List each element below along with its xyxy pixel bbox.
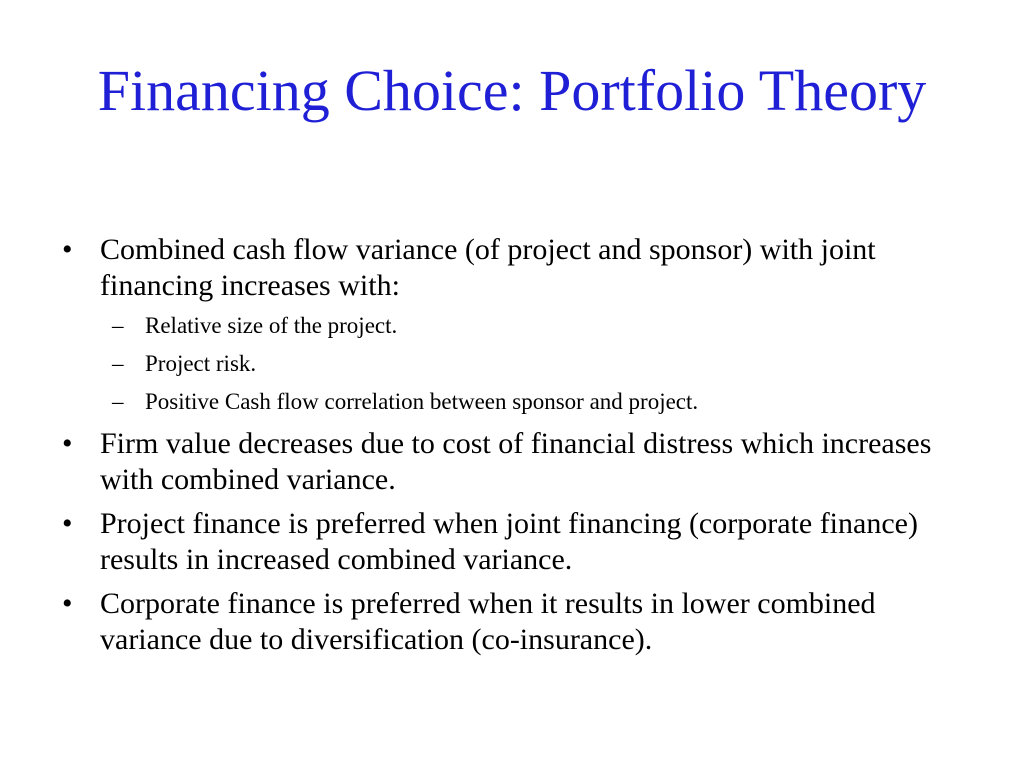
bullet-marker: • — [62, 507, 73, 540]
sub-bullet-text: Positive Cash flow correlation between sponsor and project. — [145, 389, 699, 414]
sub-bullet-item — [62, 388, 962, 416]
slide-body — [62, 232, 962, 666]
bullet-item — [62, 586, 962, 658]
bullet-marker: • — [62, 587, 73, 620]
bullet-text: Firm value decreases due to cost of financial distress which increases with combined variance. — [100, 427, 932, 496]
bullet-text: Project finance is preferred when joint financing (corporate finance) results in increased combined variance. — [100, 507, 918, 576]
sub-bullet-list — [62, 312, 962, 416]
bullet-item — [62, 426, 962, 498]
bullet-item — [62, 506, 962, 578]
sub-bullet-item — [62, 312, 962, 340]
bullet-item — [62, 232, 962, 304]
sub-bullet-marker: – — [112, 351, 124, 376]
slide-title: Financing Choice: Portfolio Theory — [97, 58, 927, 123]
bullet-marker: • — [62, 233, 73, 266]
bullet-marker: • — [62, 427, 73, 460]
bullet-text: Corporate finance is preferred when it results in lower combined variance due to diversification (co-insurance). — [100, 587, 876, 656]
sub-bullet-item — [62, 350, 962, 378]
sub-bullet-text: Project risk. — [145, 351, 257, 376]
sub-bullet-marker: – — [112, 313, 124, 338]
bullet-text: Combined cash flow variance (of project and sponsor) with joint financing increases with: — [100, 233, 876, 302]
sub-bullet-marker: – — [112, 389, 124, 414]
sub-bullet-text: Relative size of the project. — [145, 313, 398, 338]
